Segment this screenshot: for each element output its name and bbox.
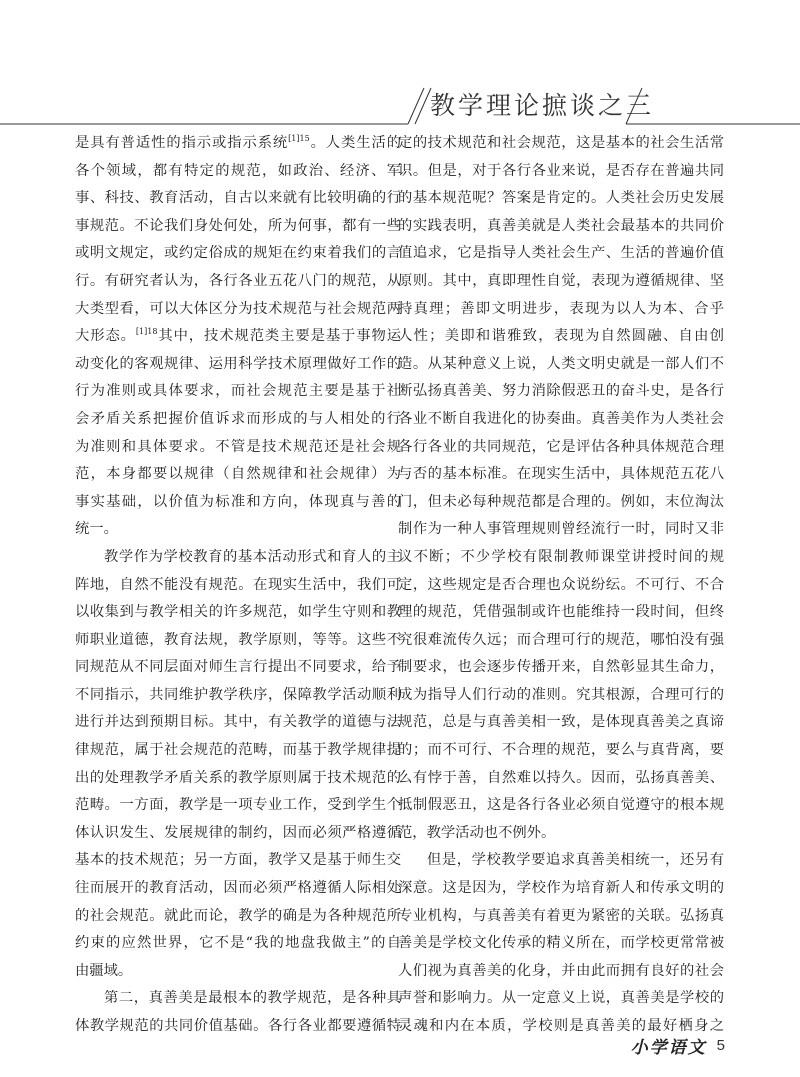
text-segment: 各业不断自我进化的协奏曲。真善美作为人类社会	[398, 410, 724, 427]
text-line	[75, 516, 401, 544]
text-segment: 议不断；不少学校有限制教师课堂讲授时间的规	[398, 548, 724, 565]
text-line	[75, 268, 401, 296]
text-segment: 各个领域，都有特定的规范，如政治、经济、军	[75, 162, 401, 179]
text-line	[398, 240, 724, 268]
text-segment: 是具有普适性的指示或指示系统	[75, 135, 289, 151]
text-segment: 或明文规定，或约定俗成的规矩在约束着我们的言	[75, 245, 401, 262]
text-line	[75, 792, 401, 820]
text-line	[75, 158, 401, 186]
text-segment: 动变化的客观规律、运用科学技术原理做好工作的	[75, 355, 401, 372]
text-line	[75, 378, 401, 406]
text-line	[75, 434, 401, 462]
text-line	[75, 1013, 401, 1041]
text-segment: 成为指导人们行动的准则。究其根源，合理可行的	[398, 686, 724, 703]
text-segment: 体教学规范的共同价值基础。各行各业都要遵循特	[75, 1018, 401, 1034]
text-segment: 事实基础，以价值为标准和方向，体现真与善的	[75, 493, 401, 510]
page-footer	[631, 1032, 725, 1058]
text-segment: 的基本规范呢？答案是肯定的。人类社会历史发展	[398, 190, 724, 207]
text-line	[398, 351, 724, 379]
text-line	[398, 820, 724, 848]
text-segment: 由疆域。	[75, 962, 133, 979]
text-line	[75, 240, 401, 268]
text-line	[75, 682, 401, 710]
page-number: 5	[716, 1036, 725, 1054]
text-segment: 专业机构，与真善美有着更为紧密的关联。弘扬真	[398, 907, 724, 924]
text-segment: 体认识发生、发展规律的制约，因而必须严格遵循	[75, 824, 401, 841]
text-segment: 行为准则或具体要求，而社会规范主要是基于社	[75, 383, 401, 400]
text-segment: 断弘扬真善美、努力消除假恶丑的奋斗史，是各行	[398, 383, 724, 400]
text-line	[398, 792, 724, 820]
text-line	[398, 572, 724, 600]
text-line	[398, 958, 724, 986]
text-segment: 的；而不可行、不合理的规范，要么与真背离，要	[398, 742, 724, 759]
text-segment: 为准则和具体要求。不管是技术规范还是社会规	[75, 438, 401, 455]
text-line	[75, 351, 401, 379]
text-line	[75, 599, 401, 627]
text-segment: 会矛盾关系把握价值诉求而形成的与人相处的行	[75, 410, 401, 427]
text-segment: 以收集到与教学相关的许多规范，如学生守则和教	[75, 604, 401, 621]
text-line	[398, 130, 724, 158]
text-segment: 事规范。不论我们身处何处，所为何事，都有一些	[75, 217, 401, 234]
text-line	[398, 158, 724, 186]
right-column	[398, 130, 724, 1041]
text-line	[398, 709, 724, 737]
text-segment: 阵地，自然不能没有规范。在现实生活中，我们可	[75, 576, 401, 593]
text-segment: 约束的应然世界，它不是“我的地盘我做主”的自	[75, 935, 401, 952]
text-segment: 么有悖于善，自然难以持久。因而，弘扬真善美、	[398, 769, 724, 786]
text-line	[398, 875, 724, 903]
text-line	[398, 737, 724, 765]
text-line	[398, 489, 724, 517]
text-segment: 原则。其中，真即理性自觉，表现为遵循规律、坚	[398, 272, 724, 289]
text-line	[75, 985, 401, 1013]
text-line	[398, 268, 724, 296]
text-segment: 理的规范，凭借强制或许也能维持一段时间，但终	[398, 604, 724, 621]
left-column	[75, 130, 401, 1041]
text-segment: 同规范从不同层面对师生言行提出不同要求，给予	[75, 659, 401, 676]
text-segment: 其中，技术规范类主要是基于事物运	[157, 328, 401, 345]
text-segment: 深意。这是因为，学校作为培育新人和传承文明的	[398, 880, 724, 897]
text-line	[398, 378, 724, 406]
text-line	[75, 130, 401, 158]
text-segment: 范，教学活动也不例外。	[398, 824, 556, 841]
text-segment: 造。从某种意义上说，人类文明史就是一部人们不	[398, 355, 724, 372]
text-segment: 声誉和影响力。从一定意义上说，真善美是学校的	[398, 990, 724, 1007]
text-segment: 规范，总是与真善美相一致，是体现真善美之真谛	[398, 714, 724, 731]
text-line	[398, 185, 724, 213]
text-line	[398, 985, 724, 1013]
text-line	[398, 765, 724, 793]
text-line	[398, 930, 724, 958]
citation-ref: [1]15	[288, 134, 310, 143]
text-segment: 制作为一种人事管理规则曾经流行一时，同时又非	[398, 521, 724, 538]
text-line	[75, 185, 401, 213]
text-segment: 统一。	[75, 521, 118, 538]
text-segment: 识。但是，对于各行各业来说，是否存在普遍共同	[398, 162, 724, 179]
section-title: 教学理论摭谈之三	[430, 91, 655, 120]
text-segment: 的社会规范。就此而论，教学的确是为各种规范所	[75, 907, 401, 924]
text-line	[398, 682, 724, 710]
text-segment: 进行并达到预期目标。其中，有关教学的道德与法	[75, 714, 401, 731]
text-line	[75, 296, 401, 324]
text-segment: 往而展开的教育活动，因而必须严格遵循人际相处	[75, 880, 401, 897]
text-line	[75, 654, 401, 682]
text-line	[75, 765, 401, 793]
text-line	[75, 958, 401, 986]
text-line	[75, 572, 401, 600]
text-segment: 灵魂和内在本质，学校则是真善美的最好栖身之	[398, 1018, 724, 1034]
text-segment: 究很难流传久远；而合理可行的规范，哪怕没有强	[398, 631, 724, 648]
text-line	[398, 544, 724, 572]
magazine-name: 小学语文	[630, 1037, 707, 1058]
text-line	[75, 903, 401, 931]
text-line	[398, 627, 724, 655]
text-line	[75, 406, 401, 434]
text-segment: 不同指示，共同维护教学秩序，保障教学活动顺利	[75, 686, 401, 703]
text-line	[75, 847, 401, 875]
text-segment: 定，这些规定是否合理也众说纷纭。不可行、不合	[398, 576, 724, 593]
text-segment: 的实践表明，真善美就是人类社会最基本的共同价	[398, 217, 724, 234]
text-segment: 抵制假恶丑，这是各行各业必须自觉遵守的根本规	[398, 797, 724, 814]
text-line	[75, 323, 401, 351]
text-line	[398, 213, 724, 241]
text-line	[398, 516, 724, 544]
text-line	[398, 903, 724, 931]
text-segment: 大形态。	[75, 328, 136, 345]
text-line	[398, 323, 724, 351]
text-line	[398, 406, 724, 434]
text-line	[398, 654, 724, 682]
text-line	[75, 709, 401, 737]
text-line	[75, 461, 401, 489]
text-line	[75, 627, 401, 655]
text-line	[75, 930, 401, 958]
text-segment: 范畴。一方面，教学是一项专业工作，受到学生个	[75, 797, 401, 814]
text-segment: 各行各业的共同规范，它是评估各种具体规范合理	[398, 438, 724, 455]
citation-ref: [1]18	[135, 327, 158, 337]
text-segment: 人性；美即和谐雅致，表现为自然圆融、自由创	[398, 328, 724, 345]
text-segment: 与否的基本标准。在现实生活中，具体规范五花八	[398, 466, 724, 483]
text-segment: 出的处理教学矛盾关系的教学原则属于技术规范的	[75, 769, 401, 786]
text-segment: 师职业道德，教育法规，教学原则，等等。这些不	[75, 631, 401, 648]
text-segment: 事、科技、教育活动，自古以来就有比较明确的行	[75, 190, 401, 207]
text-line	[398, 847, 724, 875]
text-line	[398, 461, 724, 489]
text-segment: 但是，学校教学要追求真善美相统一，还另有	[427, 852, 724, 869]
header-decoration	[0, 0, 800, 130]
text-line	[75, 820, 401, 848]
text-line	[75, 489, 401, 517]
text-segment: 第二，真善美是最根本的教学规范，是各种具	[104, 990, 401, 1007]
text-line	[75, 875, 401, 903]
text-line	[398, 599, 724, 627]
text-segment: 善美是学校文化传承的精义所在，而学校更常常被	[398, 935, 724, 952]
text-segment: 行。有研究者认为，各行各业五花八门的规范，从	[75, 272, 401, 289]
text-segment: 制要求，也会逐步传播开来，自然彰显其生命力，	[398, 659, 724, 676]
text-segment: 基本的技术规范；另一方面，教学又是基于师生交	[75, 852, 401, 869]
text-segment: 范，本身都要以规律（自然规律和社会规律）为	[75, 466, 401, 483]
text-line	[398, 434, 724, 462]
text-line	[75, 213, 401, 241]
page-header	[0, 0, 800, 130]
text-segment: 教学作为学校教育的基本活动形式和育人的主	[104, 548, 401, 565]
text-segment: 人们视为真善美的化身，并由此而拥有良好的社会	[398, 962, 724, 979]
text-segment: 门，但未必每种规范都是合理的。例如，末位淘汰	[398, 493, 724, 510]
text-segment: 。人类生活的	[309, 135, 401, 151]
text-segment: 值追求，它是指导人类社会生产、生活的普遍价值	[398, 245, 724, 262]
text-segment: 持真理；善即文明进步，表现为以人为本、合乎	[398, 300, 724, 317]
text-line	[75, 737, 401, 765]
text-segment: 定的技术规范和社会规范，这是基本的社会生活常	[398, 135, 724, 151]
text-segment: 律规范，属于社会规范的范畴，而基于教学规律提	[75, 742, 401, 759]
text-line	[398, 296, 724, 324]
text-segment: 大类型看，可以大体区分为技术规范与社会规范两	[75, 300, 401, 317]
text-line	[75, 544, 401, 572]
